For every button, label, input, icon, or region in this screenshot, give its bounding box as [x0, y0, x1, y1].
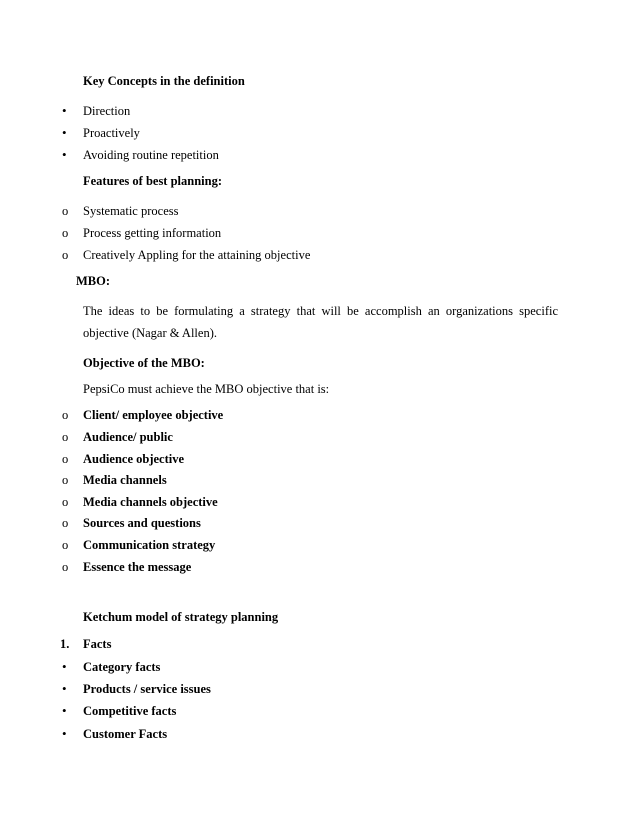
circle-marker: o [62, 560, 69, 574]
bullet-marker: • [62, 125, 67, 140]
list-item-text: Audience/ public [83, 430, 173, 444]
list-item-text: Media channels objective [83, 495, 218, 509]
circle-marker: o [62, 430, 69, 444]
list-item [0, 472, 638, 488]
circle-marker: o [62, 408, 69, 422]
list-item [0, 147, 638, 163]
list-item-text: Essence the message [83, 560, 192, 574]
list-item [0, 451, 638, 467]
circle-marker: o [62, 226, 69, 240]
list-item [0, 515, 638, 531]
list-item [0, 559, 638, 575]
bullet-marker: • [62, 147, 67, 162]
circle-marker: o [62, 248, 69, 262]
bullet-marker: • [62, 703, 67, 718]
list-item-text: Media channels [83, 473, 167, 487]
list-item [0, 407, 638, 423]
features-heading: Features of best planning: [83, 174, 223, 188]
key-concepts-heading: Key Concepts in the definition [83, 74, 245, 88]
circle-marker: o [62, 452, 69, 466]
list-item-text: Avoiding routine repetition [83, 148, 219, 162]
list-item-text: Audience objective [83, 452, 185, 466]
list-item-text: Proactively [83, 126, 140, 140]
circle-marker: o [62, 516, 69, 530]
list-item-text: Direction [83, 104, 131, 118]
objective-heading: Objective of the MBO: [83, 356, 205, 370]
list-item-text: Creatively Appling for the attaining objective [83, 248, 311, 262]
mbo-paragraph-line: objective (Nagar & Allen). [83, 326, 217, 340]
list-item [0, 494, 638, 510]
number-marker: 1. [60, 637, 70, 651]
objective-intro: PepsiCo must achieve the MBO objective that is: [83, 382, 330, 396]
circle-marker: o [62, 495, 69, 509]
list-item [0, 125, 638, 141]
list-item-text: Competitive facts [83, 704, 177, 718]
list-item [0, 537, 638, 553]
list-item-text: Client/ employee objective [83, 408, 224, 422]
circle-marker: o [62, 473, 69, 487]
list-item [0, 247, 638, 263]
list-item-text: Category facts [83, 660, 161, 674]
bullet-marker: • [62, 726, 67, 741]
list-item [0, 681, 638, 697]
list-item-text: Process getting information [83, 226, 222, 240]
bullet-marker: • [62, 659, 67, 674]
list-item [0, 103, 638, 119]
circle-marker: o [62, 204, 69, 218]
list-item [0, 225, 638, 241]
bullet-marker: • [62, 681, 67, 696]
circle-marker: o [62, 538, 69, 552]
list-item [0, 203, 638, 219]
mbo-paragraph-line: The ideas to be formulating a strategy that will be accomplish an organizations specific [83, 304, 558, 318]
list-item-text: Sources and questions [83, 516, 201, 530]
list-item [0, 703, 638, 719]
ketchum-heading: Ketchum model of strategy planning [83, 610, 279, 624]
list-item-text: Customer Facts [83, 727, 168, 741]
bullet-marker: • [62, 103, 67, 118]
list-item [0, 429, 638, 445]
numbered-item-text: Facts [83, 637, 112, 651]
list-item [0, 659, 638, 675]
list-item-text: Communication strategy [83, 538, 216, 552]
list-item-text: Products / service issues [83, 682, 211, 696]
list-item-text: Systematic process [83, 204, 179, 218]
mbo-heading: MBO: [76, 274, 111, 288]
list-item [0, 726, 638, 742]
numbered-item [0, 636, 638, 652]
